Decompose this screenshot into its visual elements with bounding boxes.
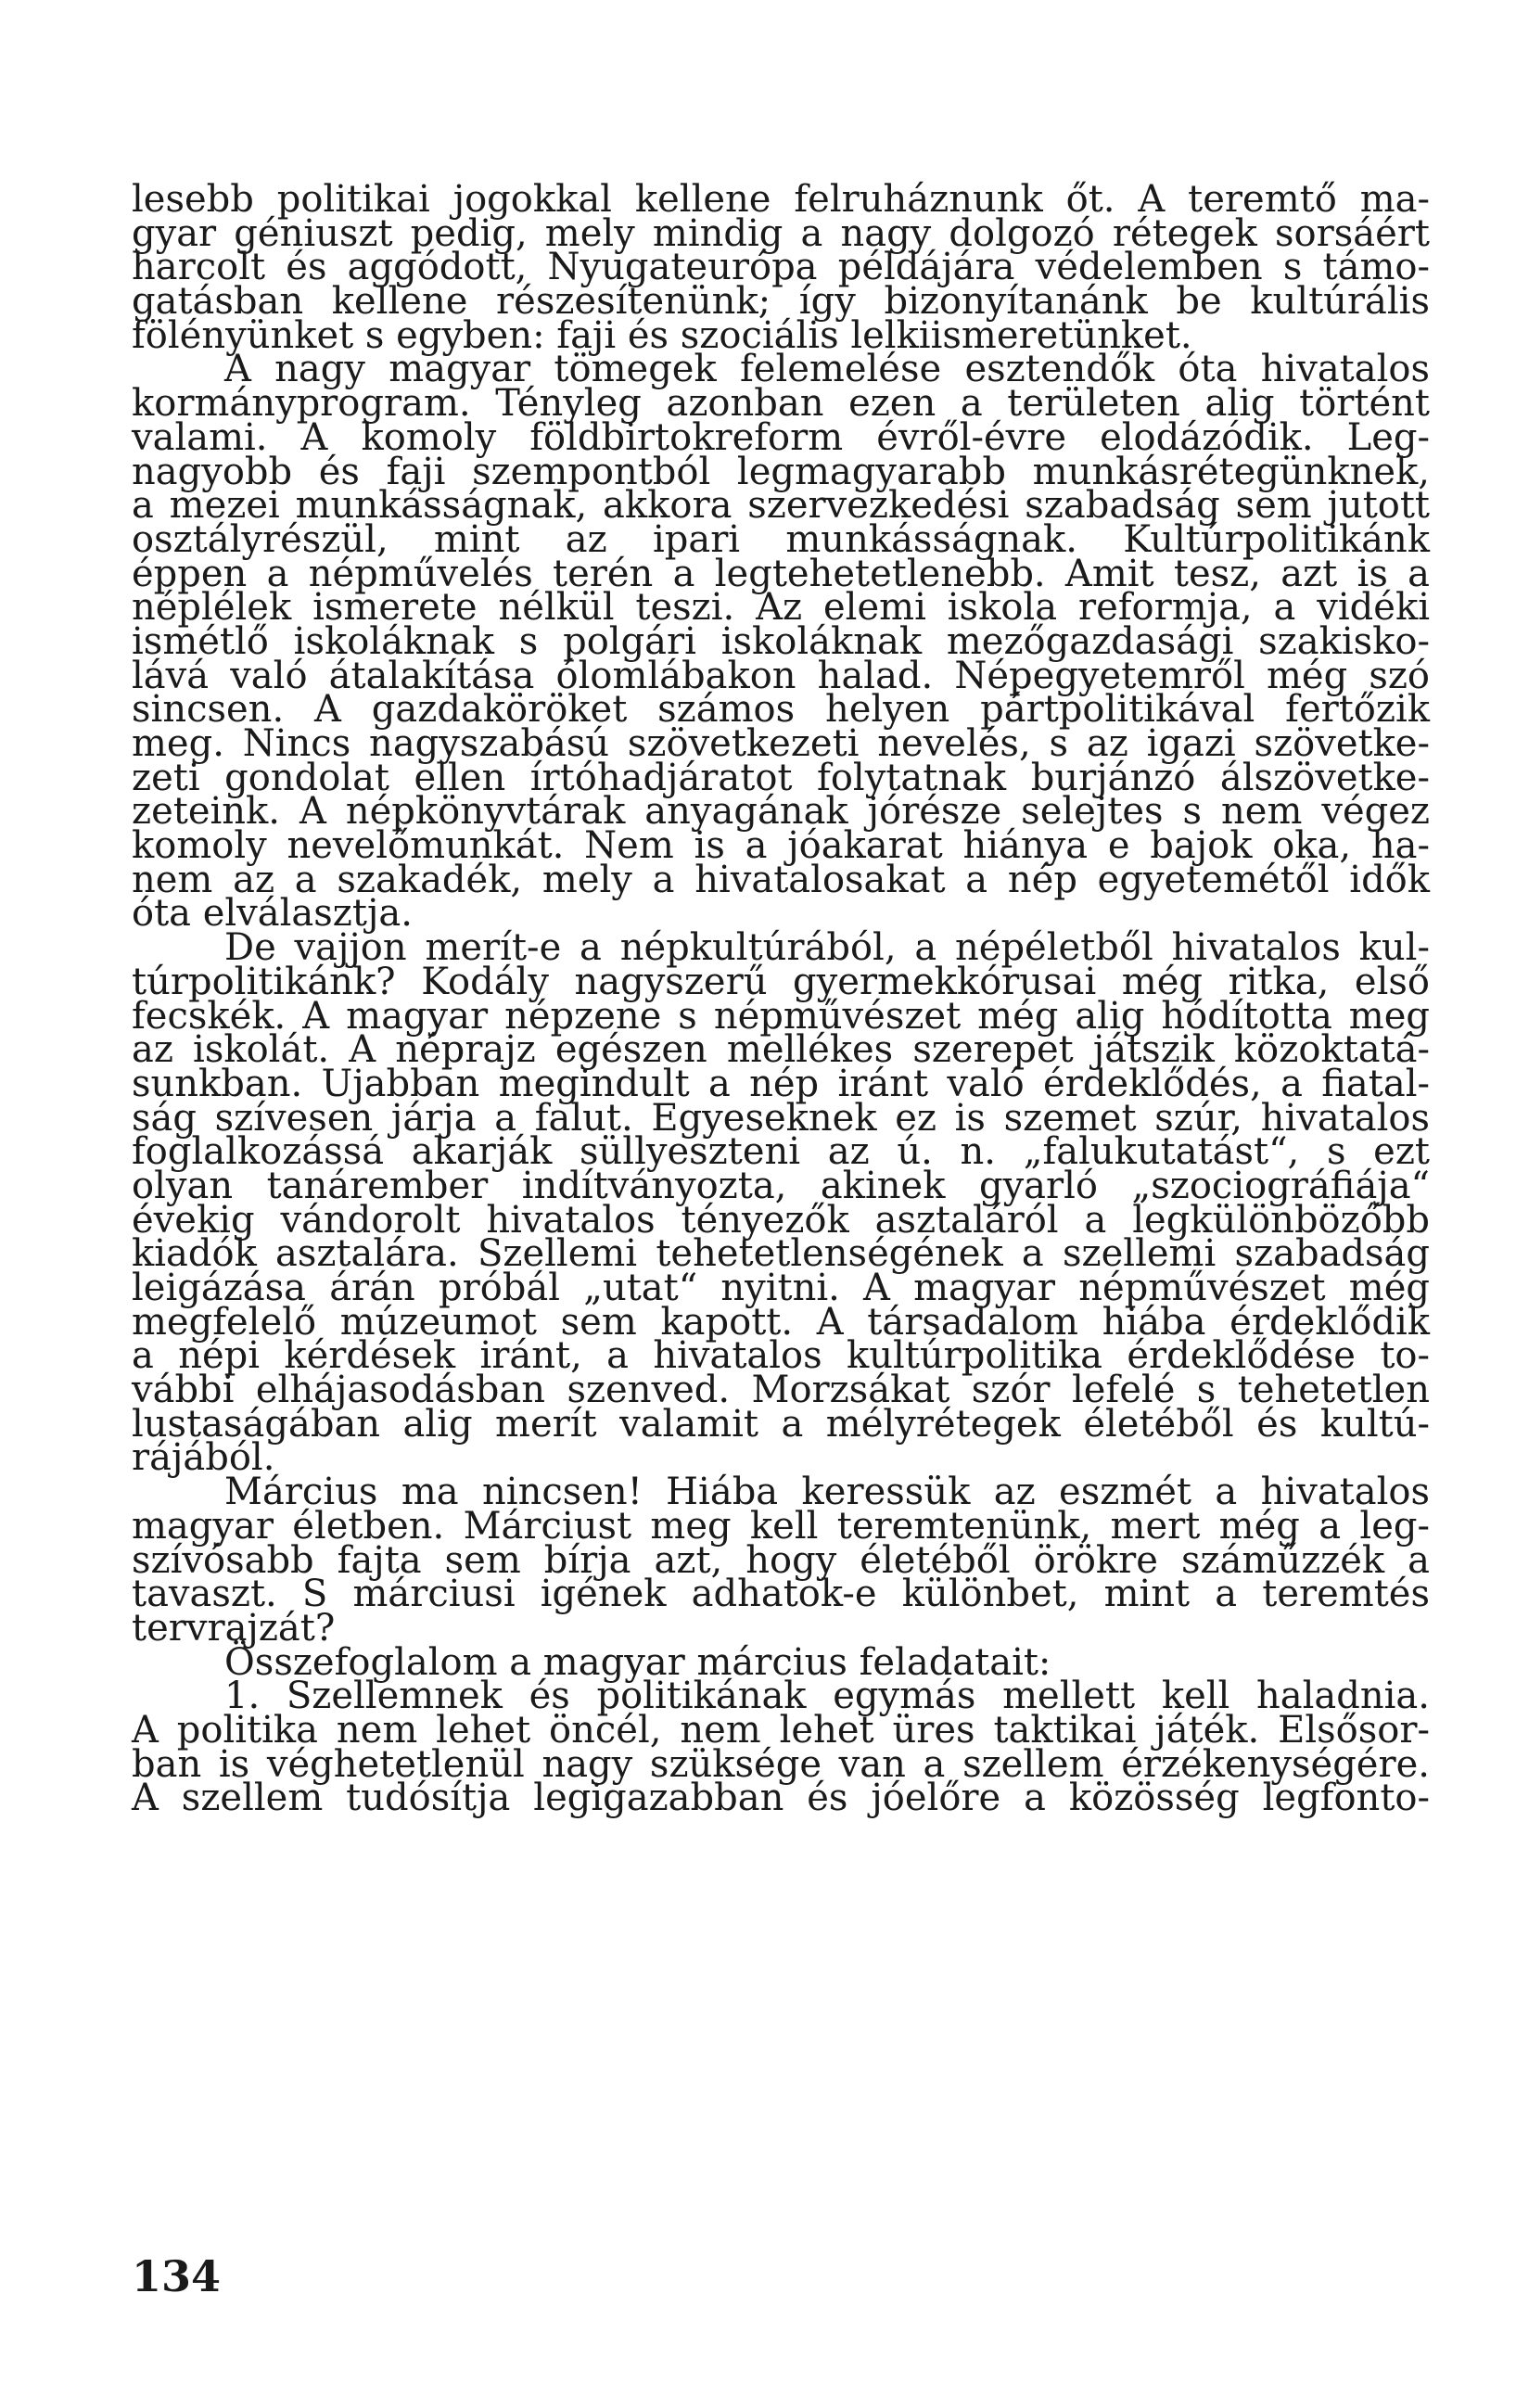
text-line: zeteink. A népkönyvtárak anyagának jórésze selejtes s nem végez [132, 790, 1430, 834]
text-line: zeti gondolat ellen írtóhadjáratot folytatnak burjánzó álszövetke- [132, 756, 1430, 799]
text-line: komoly nevelőmunkát. Nem is a jóakarat hiánya e bajok oka, ha- [132, 824, 1430, 868]
paragraph-start-line: Március ma nincsen! Hiába keressük az eszmét a hivatalos [224, 1471, 1430, 1514]
text-line: sunkban. Ujabban megindult a nép iránt való érdeklődés, a fiatal- [132, 1062, 1430, 1105]
text-line: A szellem tudósítja legigazabban és jóelőre a közösség legfonto- [132, 1777, 1430, 1820]
text-line: nem az a szakadék, mely a hivatalosakat a nép egyetemétől idők [132, 858, 1430, 901]
text-line: túrpolitikánk? Kodály nagyszerű gyermekkórusai még ritka, első [132, 960, 1430, 1003]
paragraph-start-line: A nagy magyar tömegek felemelése esztendők óta hivatalos [224, 348, 1430, 391]
text-line: A politika nem lehet öncél, nem lehet üres taktikai játék. Elsősor- [132, 1708, 1430, 1752]
text-line: szívósabb fajta sem bírja azt, hogy életéből örökre száműzzék a [132, 1538, 1430, 1582]
text-line: vábbi elhájasodásban szenved. Morzsákat szór lefelé s tehetetlen [132, 1369, 1430, 1412]
text-line: meg. Nincs nagyszabású szövetkezeti nevelés, s az igazi szövetke- [132, 722, 1430, 765]
text-line: fölényünket s egyben: faji és szociális lelkiismeretünket. [132, 313, 1192, 357]
text-line: a népi kérdések iránt, a hivatalos kultúrpolitika érdeklődése to- [132, 1334, 1430, 1378]
text-line: foglalkozássá akarják süllyeszteni az ú. n. „falukutatást“, s ezt [132, 1130, 1430, 1174]
text-line: sincsen. A gazdaköröket számos helyen pártpolitikával fertőzik [132, 688, 1430, 732]
page-number: 134 [132, 2251, 222, 2301]
text-line: kormányprogram. Tényleg azonban ezen a területen alig történt [132, 382, 1430, 426]
text-line: lává való átalakítása ólomlábakon halad. Népegyetemről még szó [132, 654, 1430, 697]
text-line: éppen a népművelés terén a legtehetetlenebb. Amit tesz, azt is a [132, 552, 1430, 595]
text-line: tervrajzát? [132, 1606, 336, 1650]
text-line: ismétlő iskoláknak s polgári iskoláknak mezőgazdasági szakisko- [132, 619, 1430, 663]
text-line: lesebb politikai jogokkal kellene felruháznunk őt. A teremtő ma- [132, 178, 1430, 221]
text-line: ság szívesen járja a falut. Egyeseknek ez is szemet szúr, hivatalos [132, 1096, 1430, 1140]
text-line: magyar életben. Márciust meg kell teremtenünk, mert még a leg- [132, 1504, 1430, 1548]
text-line: fecskék. A magyar népzene s népművészet még alig hódította meg [132, 994, 1430, 1038]
text-line: évekig vándorolt hivatalos tényezők asztaláról a legkülönbözőbb [132, 1198, 1430, 1242]
text-line: kiadók asztalára. Szellemi tehetetlenségének a szellemi szabadság [132, 1232, 1430, 1276]
text-line: osztályrészül, mint az ipari munkásságnak. Kultúrpolitikánk [132, 517, 1430, 561]
text-line: nagyobb és faji szempontból legmagyarabb munkásrétegünknek, [132, 450, 1430, 493]
text-line: gatásban kellene részesítenünk; így bizonyítanánk be kultúrális [132, 280, 1430, 324]
body-text [132, 178, 1430, 1820]
text-line: harcolt és aggódott, Nyugateurópa példájára védelemben s támo- [132, 246, 1430, 289]
text-line: az iskolát. A néprajz egészen mellékes szerepet játszik közoktatá- [132, 1028, 1430, 1072]
text-line: megfelelő múzeumot sem kapott. A társadalom hiába érdeklődik [132, 1300, 1430, 1344]
list-item-line: 1. Szellemnek és politikának egymás mellett kell haladnia. [224, 1675, 1430, 1718]
text-line: óta elválasztja. [132, 892, 413, 936]
text-line: olyan tanárember indítványozta, akinek gyarló „szociográfiája“ [132, 1164, 1430, 1207]
text-line: tavaszt. S márciusi igének adhatok-e különbet, mint a teremtés [132, 1573, 1430, 1616]
paragraph-start-line: De vajjon merít-e a népkultúrából, a népéletből hivatalos kul- [224, 926, 1430, 970]
text-line: a mezei munkásságnak, akkora szervezkedési szabadság sem jutott [132, 484, 1430, 528]
paragraph-start-line: Összefoglalom a magyar március feladatait: [224, 1640, 1051, 1684]
text-line: valami. A komoly földbirtokreform évről-évre elodázódik. Leg- [132, 415, 1430, 459]
text-line: lustaságában alig merít valamit a mélyrétegek életéből és kultú- [132, 1402, 1430, 1446]
text-line: gyar géniuszt pedig, mely mindig a nagy dolgozó rétegek sorsáért [132, 211, 1430, 255]
text-line: néplélek ismerete nélkül teszi. Az elemi iskola reformja, a vidéki [132, 586, 1430, 630]
text-line: leigázása árán próbál „utat“ nyitni. A magyar népművészet még [132, 1267, 1430, 1309]
text-line: ban is véghetetlenül nagy szüksége van a szellem érzékenységére. [132, 1742, 1430, 1786]
text-line: rájából. [132, 1436, 275, 1480]
